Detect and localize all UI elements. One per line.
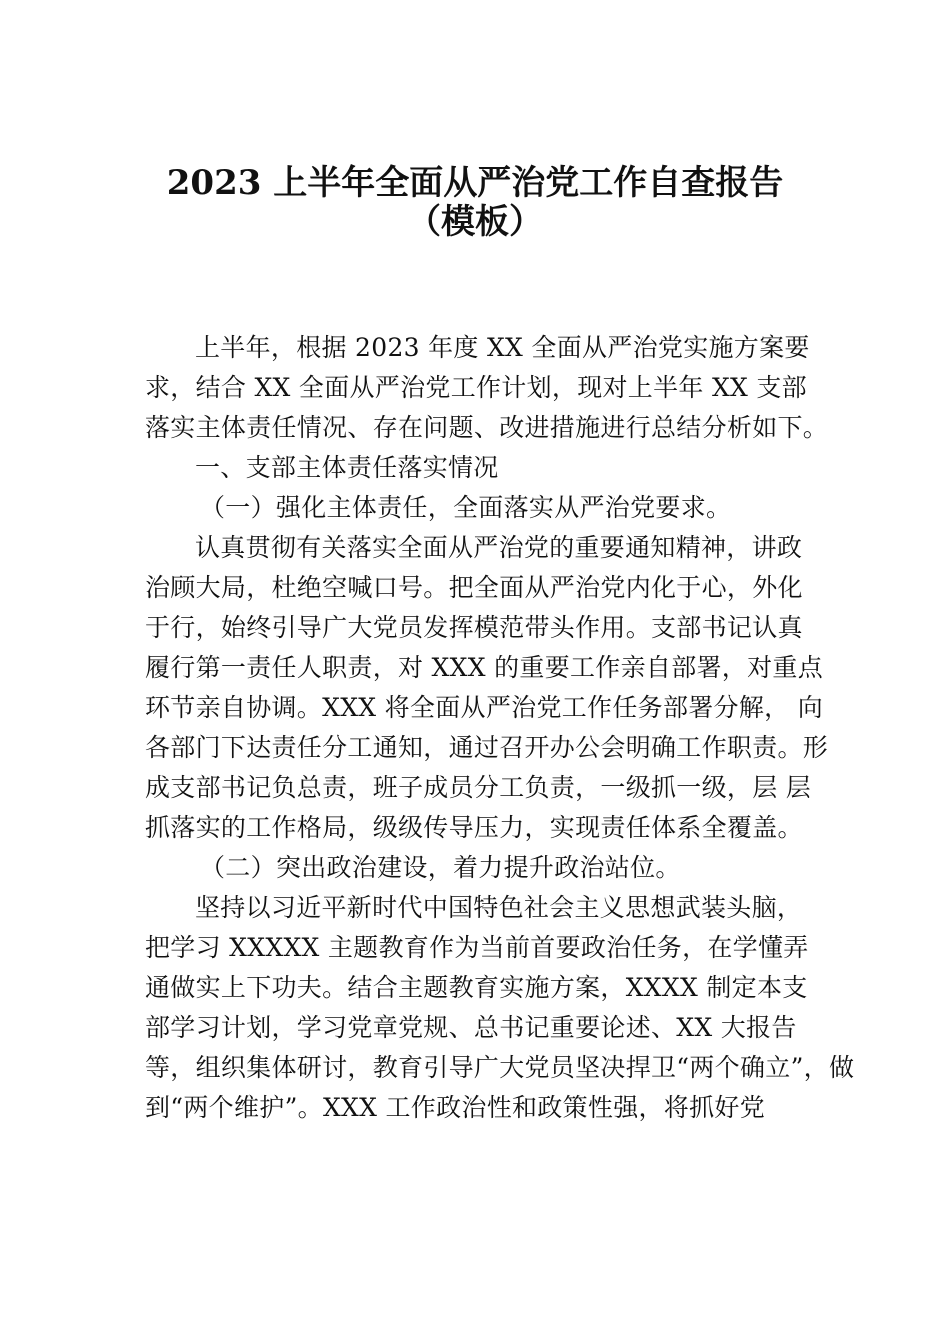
subsection-heading: （二）突出政治建设，着力提升政治站位。	[200, 853, 681, 882]
text-line: 于行，始终引导广大党员发挥模范带头作用。支部书记认真	[145, 613, 803, 642]
text-line: 认真贯彻有关落实全面从严治党的重要通知精神，讲政	[195, 533, 803, 562]
text-line: 通做实上下功夫。结合主题教育实施方案，XXXX 制定本支	[145, 973, 808, 1002]
document-body	[145, 328, 855, 1128]
paragraph-responsibility	[145, 528, 835, 848]
section-heading: 一、支部主体责任落实情况	[195, 453, 499, 482]
paragraph-political-building	[145, 888, 855, 1128]
text-line: 求，结合 XX 全面从严治党工作计划，现对上半年 XX 支部	[145, 373, 807, 402]
text-line: 把学习 XXXXX 主题教育作为当前首要政治任务，在学懂弄	[145, 933, 809, 962]
text-line: 落实主体责任情况、存在问题、改进措施进行总结分析如下。	[145, 413, 829, 442]
text-line: 各部门下达责任分工通知，通过召开办公会明确工作职责。形	[145, 733, 829, 762]
subsection-heading: （一）强化主体责任，全面落实从严治党要求。	[200, 493, 732, 522]
text-line: 部学习计划，学习党章党规、总书记重要论述、XX 大报告	[145, 1013, 797, 1042]
text-line: 抓落实的工作格局，级级传导压力，实现责任体系全覆盖。	[145, 813, 803, 842]
document-title: 2023 上半年全面从严治党工作自查报告	[166, 163, 784, 203]
text-line: 到“两个维护”。XXX 工作政治性和政策性强，将抓好党	[145, 1093, 766, 1122]
text-line: 治顾大局，杜绝空喊口号。把全面从严治党内化于心，外化	[145, 573, 803, 602]
text-line: 等，组织集体研讨，教育引导广大党员坚决捍卫“两个确立”，做	[145, 1053, 855, 1082]
text-line: 上半年，根据 2023 年度 XX 全面从严治党实施方案要	[195, 333, 810, 362]
text-line: 环节亲自协调。XXX 将全面从严治党工作任务部署分解， 向	[145, 693, 823, 722]
paragraph-intro	[145, 328, 835, 448]
text-line: 成支部书记负总责，班子成员分工负责，一级抓一级，层 层	[145, 773, 812, 802]
text-line: 履行第一责任人职责，对 XXX 的重要工作亲自部署，对重点	[145, 653, 823, 682]
text-line: 坚持以习近平新时代中国特色社会主义思想武装头脑，	[195, 893, 803, 922]
document-title-subtitle: （模板）	[407, 202, 543, 242]
